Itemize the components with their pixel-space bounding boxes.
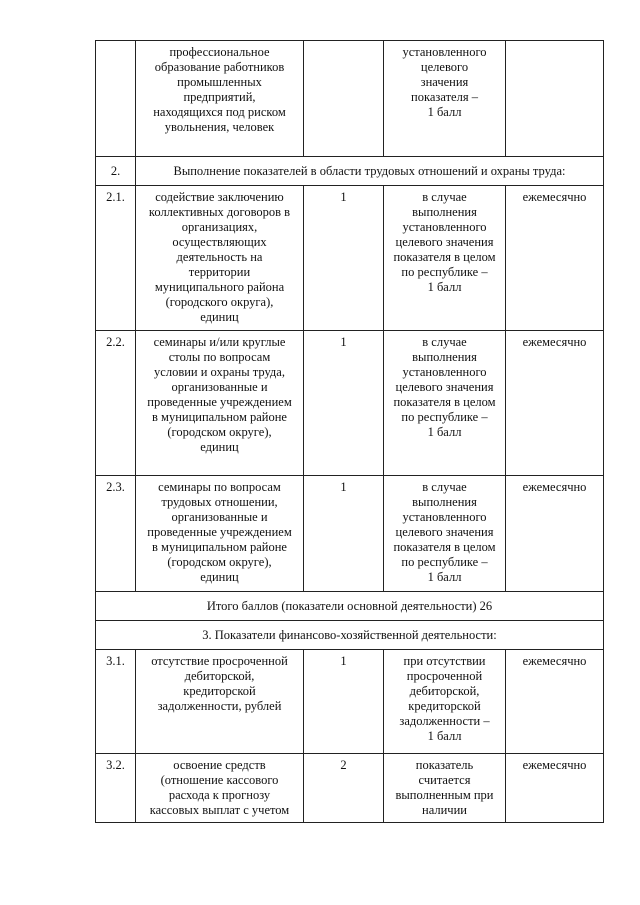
- cell-frequency: ежемесячно: [506, 186, 604, 331]
- cell-target: 1: [304, 331, 384, 476]
- cell-indicator: содействие заключению коллективных договоров в организациях, осуществляющих деятельность на территории муниципального района (городского округа), единиц: [136, 186, 304, 331]
- cell-indicator: освоение средств (отношение кассового расхода к прогнозу кассовых выплат с учетом: [136, 754, 304, 823]
- cell-frequency: ежемесячно: [506, 754, 604, 823]
- cell-num: 2.3.: [96, 476, 136, 592]
- cell-indicator: семинары и/или круглые столы по вопросам условии и охраны труда, организованные и проведенные учреждением в муниципальном районе (городском округе), единиц: [136, 331, 304, 476]
- cell-num: 2.: [96, 157, 136, 186]
- cell-condition: в случае выполнения установленного целевого значения показателя в целом по республике – 1 балл: [384, 331, 506, 476]
- cell-target: 1: [304, 476, 384, 592]
- cell-condition: в случае выполнения установленного целевого значения показателя в целом по республике – 1 балл: [384, 186, 506, 331]
- cell-target: 1: [304, 650, 384, 754]
- table-row: [96, 754, 604, 823]
- table-row: [96, 331, 604, 476]
- cell-num: 3.1.: [96, 650, 136, 754]
- section-row: [96, 621, 604, 650]
- cell-target: [304, 41, 384, 157]
- cell-num: 3.2.: [96, 754, 136, 823]
- indicators-table: [95, 40, 604, 823]
- section-row: [96, 157, 604, 186]
- cell-frequency: ежемесячно: [506, 650, 604, 754]
- cell-condition: установленного целевого значения показателя – 1 балл: [384, 41, 506, 157]
- table-row: [96, 650, 604, 754]
- cell-num: 2.1.: [96, 186, 136, 331]
- cell-condition: показатель считается выполненным при наличии: [384, 754, 506, 823]
- cell-indicator: отсутствие просроченной дебиторской, кредиторской задолженности, рублей: [136, 650, 304, 754]
- cell-condition: в случае выполнения установленного целевого значения показателя в целом по республике – 1 балл: [384, 476, 506, 592]
- cell-num: 2.2.: [96, 331, 136, 476]
- cell-frequency: ежемесячно: [506, 331, 604, 476]
- table-row: [96, 476, 604, 592]
- cell-condition: при отсутствии просроченной дебиторской, кредиторской задолженности – 1 балл: [384, 650, 506, 754]
- table-row: [96, 186, 604, 331]
- cell-frequency: ежемесячно: [506, 476, 604, 592]
- cell-target: 1: [304, 186, 384, 331]
- cell-indicator: профессиональное образование работников промышленных предприятий, находящихся под риском увольнения, человек: [136, 41, 304, 157]
- total-score: Итого баллов (показатели основной деятельности) 26: [96, 592, 604, 621]
- total-row: [96, 592, 604, 621]
- cell-indicator: семинары по вопросам трудовых отношении, организованные и проведенные учреждением в муниципальном районе (городском округе), единиц: [136, 476, 304, 592]
- section-title: Выполнение показателей в области трудовых отношений и охраны труда:: [136, 157, 604, 186]
- cell-frequency: [506, 41, 604, 157]
- cell-num: [96, 41, 136, 157]
- section-title: 3. Показатели финансово-хозяйственной деятельности:: [96, 621, 604, 650]
- cell-target: 2: [304, 754, 384, 823]
- table-row: [96, 41, 604, 157]
